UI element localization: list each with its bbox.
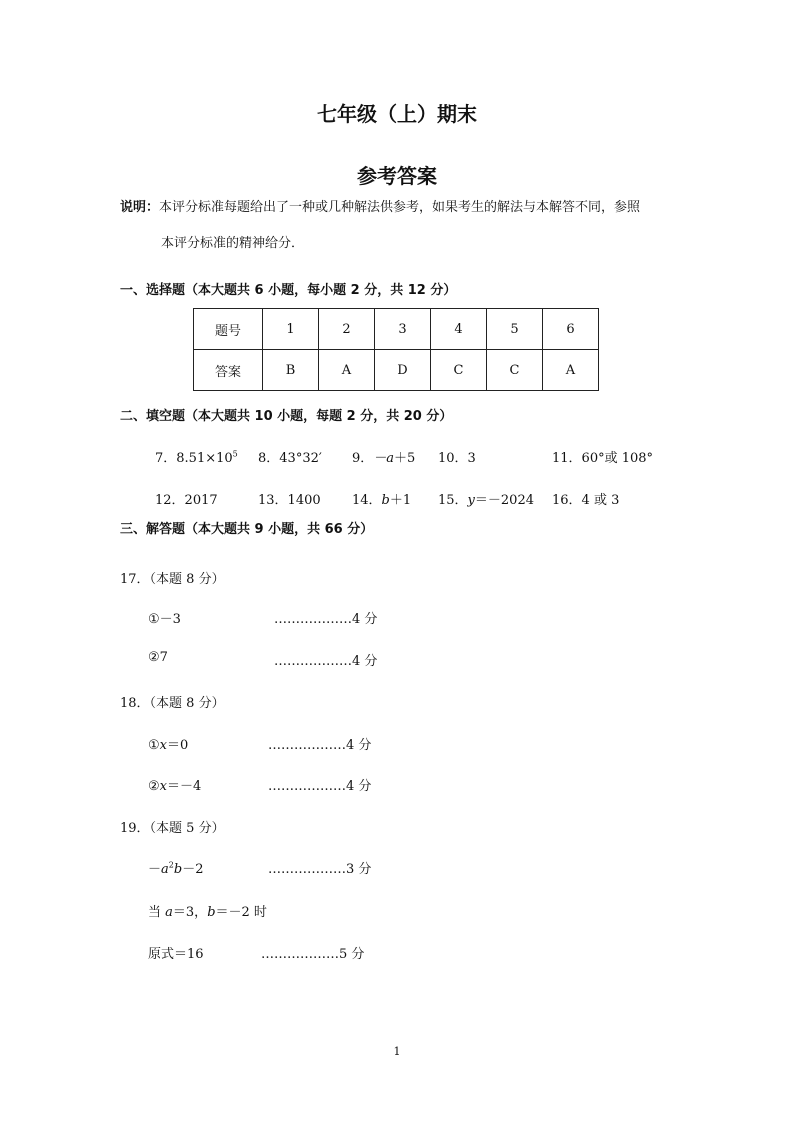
answer-q12: 12．2017	[155, 493, 218, 508]
table-row	[194, 309, 599, 350]
table-cell: B	[263, 350, 319, 391]
table-row	[194, 350, 599, 391]
table-cell: 答案	[194, 350, 263, 391]
answer-q10: 10．3	[438, 451, 476, 466]
answer-q14-num: 14．	[352, 493, 382, 508]
answer-table	[193, 308, 599, 391]
note-line-1	[120, 196, 640, 215]
table-cell: 4	[431, 309, 487, 350]
note-label: 说明：	[120, 200, 160, 215]
q19-expr-a: a	[161, 862, 169, 877]
q19-score-1: ………………3 分	[268, 862, 372, 877]
table-cell: C	[487, 350, 543, 391]
table-cell: 6	[543, 309, 599, 350]
answer-q15-rest: ＝－2024	[474, 493, 534, 508]
q19-expr-b: b	[173, 862, 183, 877]
q18-answer-1-rest: ＝0	[167, 738, 189, 753]
q19-expression	[148, 858, 203, 877]
answer-q11: 11．60°或 108°	[552, 451, 654, 466]
answer-q9-var: －a	[373, 451, 395, 466]
q19-cond-pre: 当	[148, 905, 166, 920]
answer-q7-exponent: 5	[232, 449, 238, 459]
table-cell: 5	[487, 309, 543, 350]
q19-condition	[148, 901, 267, 920]
note-line-2: 本评分标准的精神给分．	[161, 236, 305, 251]
table-cell: 3	[375, 309, 431, 350]
q19-cond-rest: ＝－2 时	[215, 905, 267, 920]
q18-score-1: ………………4 分	[268, 738, 372, 753]
q18-answer-2	[148, 775, 201, 794]
q19-expr-minus: －	[148, 862, 162, 877]
table-cell: A	[319, 350, 375, 391]
table-cell: 2	[319, 309, 375, 350]
answer-q15	[438, 489, 534, 508]
table-cell: A	[543, 350, 599, 391]
q19-expr-exp: 2	[168, 860, 174, 870]
table-cell: 题号	[194, 309, 263, 350]
answer-q15-var: y	[467, 493, 475, 508]
q18-answer-1	[148, 734, 188, 753]
q17-heading: 17．（本题 8 分）	[120, 572, 225, 587]
answer-q15-num: 15．	[438, 493, 468, 508]
answer-q8: 8．43°32′	[258, 451, 322, 466]
answer-q9-rest: ＋5	[394, 451, 416, 466]
q18-answer-2-rest: ＝－4	[167, 779, 202, 794]
q19-result: 原式＝16	[148, 947, 204, 962]
page-title: 七年级（上）期末	[317, 102, 477, 126]
q18-heading: 18．（本题 8 分）	[120, 696, 225, 711]
answer-q9	[352, 447, 415, 466]
q19-heading: 19．（本题 5 分）	[120, 821, 225, 836]
page-subtitle: 参考答案	[357, 164, 437, 188]
answer-q16: 16．4 或 3	[552, 493, 620, 508]
answer-q7	[155, 447, 238, 466]
table-cell: C	[431, 350, 487, 391]
note-text-1: 本评分标准每题给出了一种或几种解法供参考，如果考生的解法与本解答不同，参照	[159, 200, 641, 215]
table-cell: D	[375, 350, 431, 391]
answer-q7-text: 7．8.51×10	[155, 451, 233, 466]
q18-answer-2-prefix: ②	[148, 779, 160, 794]
answer-q14-rest: ＋1	[389, 493, 412, 508]
table-cell: 1	[263, 309, 319, 350]
q19-cond-a: a	[165, 905, 173, 920]
q17-answer-2: ②7	[148, 650, 168, 665]
q19-cond-mid: ＝3，	[172, 905, 208, 920]
q18-answer-1-var: x	[159, 738, 167, 753]
answer-q13: 13．1400	[258, 493, 321, 508]
page-number: 1	[393, 1045, 401, 1058]
q19-cond-b: b	[207, 905, 216, 920]
q18-score-2: ………………4 分	[268, 779, 372, 794]
q19-expr-rest: －2	[182, 862, 204, 877]
q19-score-2: ………………5 分	[261, 947, 365, 962]
q17-score-2: ………………4 分	[274, 654, 378, 669]
section2-heading: 二、填空题（本大题共 10 小题，每题 2 分，共 20 分）	[120, 409, 453, 424]
section3-heading: 三、解答题（本大题共 9 小题，共 66 分）	[120, 522, 374, 537]
answer-q14-var: b	[381, 493, 390, 508]
q18-answer-1-prefix: ①	[148, 738, 160, 753]
q18-answer-2-var: x	[159, 779, 167, 794]
section1-heading: 一、选择题（本大题共 6 小题，每小题 2 分，共 12 分）	[120, 283, 457, 298]
q17-answer-1: ①－3	[148, 612, 181, 627]
answer-q14	[352, 489, 411, 508]
q17-score-1: ………………4 分	[274, 612, 378, 627]
answer-q9-num: 9．	[352, 451, 374, 466]
